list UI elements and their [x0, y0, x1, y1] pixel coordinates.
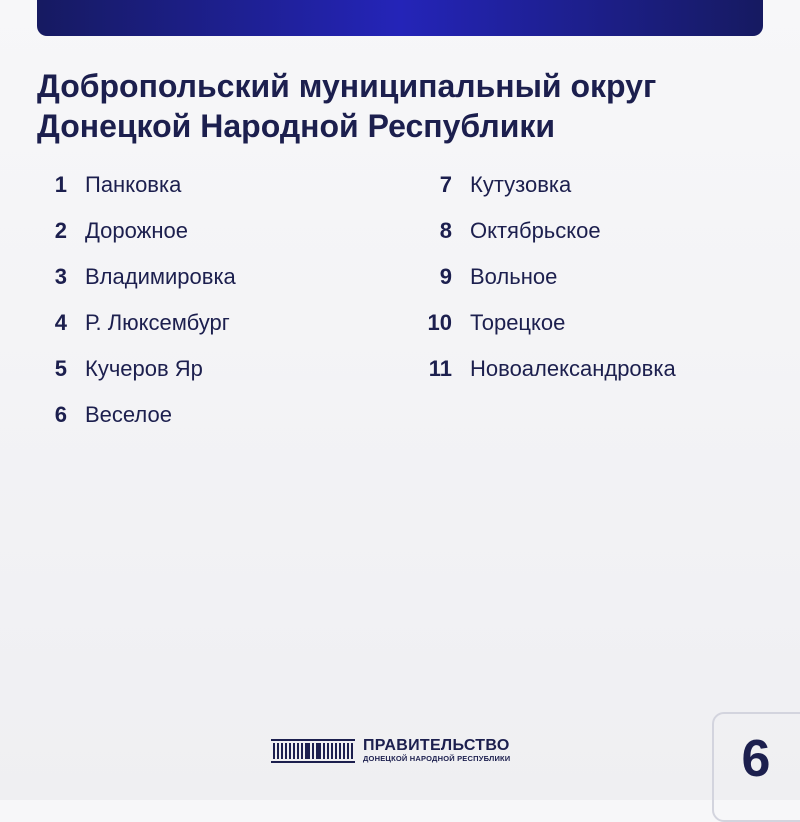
page-title — [37, 66, 767, 146]
logo-title: ПРАВИТЕЛЬСТВО — [363, 737, 510, 754]
list-item — [37, 208, 236, 254]
settlement-list-right — [410, 162, 676, 392]
item-name: Владимировка — [85, 264, 236, 289]
item-number: 8 — [439, 218, 452, 243]
item-number: 7 — [439, 172, 452, 197]
government-building-icon — [271, 738, 355, 764]
item-name: Торецкое — [470, 310, 566, 335]
item-number: 11 — [428, 356, 452, 381]
list-item — [410, 208, 676, 254]
settlement-list-left — [37, 162, 236, 438]
title-line-1: Добропольский муниципальный округ — [37, 68, 657, 104]
item-number: 4 — [54, 310, 67, 335]
item-name: Новоалександровка — [470, 356, 676, 381]
logo-subtitle: ДОНЕЦКОЙ НАРОДНОЙ РЕСПУБЛИКИ — [363, 754, 511, 763]
item-name: Веселое — [85, 402, 172, 427]
item-number: 1 — [54, 172, 67, 197]
list-item — [37, 254, 236, 300]
item-number: 9 — [439, 264, 452, 289]
item-name: Дорожное — [85, 218, 188, 243]
item-name: Панковка — [85, 172, 182, 197]
item-number: 5 — [54, 356, 67, 381]
page-number: 6 — [741, 730, 771, 788]
list-item — [410, 300, 676, 346]
list-item — [37, 346, 236, 392]
list-item — [410, 346, 676, 392]
list-item — [37, 300, 236, 346]
item-name: Октябрьское — [470, 218, 601, 243]
item-number: 10 — [427, 310, 452, 335]
government-logo — [271, 737, 510, 764]
item-name: Вольное — [470, 264, 558, 289]
logo-text — [363, 737, 510, 764]
item-number: 6 — [54, 402, 67, 427]
item-number: 3 — [54, 264, 67, 289]
list-item — [410, 162, 676, 208]
item-name: Кутузовка — [470, 172, 572, 197]
list-item — [37, 162, 236, 208]
item-name: Р. Люксембург — [85, 310, 230, 335]
title-line-2: Донецкой Народной Республики — [37, 108, 556, 144]
list-item — [37, 392, 236, 438]
item-number: 2 — [54, 218, 67, 243]
item-name: Кучеров Яр — [85, 356, 203, 381]
list-item — [410, 254, 676, 300]
top-banner — [37, 0, 763, 36]
